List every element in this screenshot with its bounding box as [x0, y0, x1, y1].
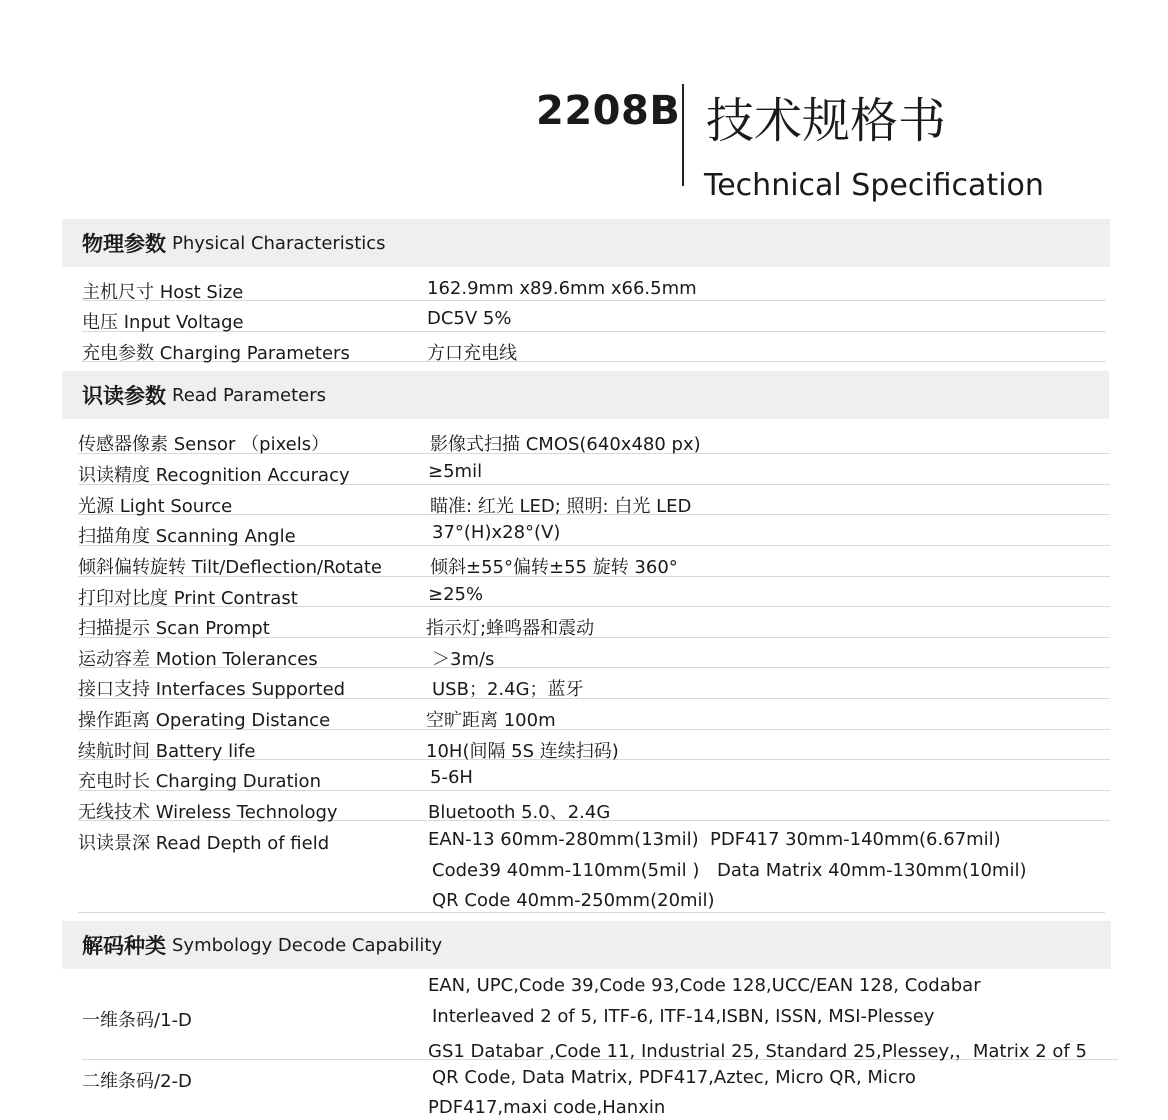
spec-value: 162.9mm x89.6mm x66.5mm: [427, 278, 697, 299]
spec-value: 方口充电线: [427, 343, 517, 364]
spec-label: 续航时间 Battery life: [78, 741, 256, 762]
spec-label: 接口支持 Interfaces Supported: [78, 679, 346, 700]
depth-line: QR Code 40mm-250mm(20mil): [432, 890, 715, 911]
spec-row: [78, 645, 1110, 668]
spec-row: [82, 308, 1106, 332]
spec-row: [78, 430, 1110, 454]
title-divider: [682, 84, 684, 186]
spec-label: 充电时长 Charging Duration: [78, 771, 321, 792]
spec-label: 充电参数 Charging Parameters: [82, 343, 350, 364]
section-heading-en: Symbology Decode Capability: [172, 934, 443, 956]
depth-line: Data Matrix 40mm-130mm(10mil): [717, 860, 1027, 881]
spec-label: 一维条码/1-D: [82, 1010, 192, 1031]
spec-label: 打印对比度 Print Contrast: [78, 588, 298, 609]
spec-label: 扫描提示 Scan Prompt: [78, 618, 270, 639]
symbology-line: EAN, UPC,Code 39,Code 93,Code 128,UCC/EAN 128, Codabar: [428, 975, 981, 996]
spec-value: 瞄准: 红光 LED; 照明: 白光 LED: [430, 496, 692, 517]
spec-row: [78, 584, 1110, 607]
spec-label: 扫描角度 Scanning Angle: [78, 526, 296, 547]
spec-row: [78, 798, 1110, 821]
section-physical-heading: [62, 219, 1110, 267]
spec-value: ≥25%: [428, 584, 484, 605]
section-heading-en: Read Parameters: [172, 384, 326, 406]
depth-line: PDF417 30mm-140mm(6.67mil): [710, 829, 1001, 850]
spec-row: [82, 339, 1106, 362]
spec-value: 空旷距离 100m: [426, 710, 556, 731]
spec-value: USB；2.4G；蓝牙: [432, 679, 584, 700]
symbology-line: Interleaved 2 of 5, ITF-6, ITF-14,ISBN, ISSN, MSI-Plessey: [432, 1006, 935, 1027]
spec-value: 37°(H)x28°(V): [432, 522, 561, 543]
spec-label: 操作距离 Operating Distance: [78, 710, 331, 731]
spec-value: 指示灯;蜂鸣器和震动: [426, 618, 595, 639]
symbology-line: QR Code, Data Matrix, PDF417,Aztec, Micro QR, Micro: [432, 1067, 916, 1088]
spec-label: 倾斜偏转旋转 Tilt/Deflection/Rotate: [78, 557, 383, 578]
spec-value: 影像式扫描 CMOS(640x480 px): [430, 434, 701, 455]
spec-label: 识读景深 Read Depth of field: [78, 833, 330, 854]
section-read-heading: [62, 371, 1109, 419]
spec-row: [82, 278, 1106, 301]
spec-label: 运动容差 Motion Tolerances: [78, 649, 318, 670]
spec-row: [78, 675, 1110, 699]
spec-value: DC5V 5%: [427, 308, 512, 329]
section-symbology-heading: [62, 921, 1111, 969]
spec-row: [78, 614, 1110, 638]
model-number: 2208B: [536, 88, 681, 134]
section-heading-cn: 解码种类: [82, 934, 166, 958]
spec-label: 光源 Light Source: [78, 496, 233, 517]
spec-label: 传感器像素 Sensor （pixels）: [78, 434, 330, 455]
spec-row: [78, 492, 1110, 515]
symbology-line: GS1 Databar ,Code 11, Industrial 25, Standard 25,Plessey,，Matrix 2 of 5: [428, 1041, 1087, 1062]
document-header: [0, 0, 1168, 215]
title-chinese: 技术规格书: [706, 93, 947, 149]
symbology-line: PDF417,maxi code,Hanxin: [428, 1097, 666, 1118]
depth-line: Code39 40mm-110mm(5mil ): [432, 860, 700, 881]
spec-value: Bluetooth 5.0、2.4G: [428, 802, 611, 823]
spec-value: 倾斜±55°偏转±55 旋转 360°: [430, 557, 678, 578]
spec-label: 电压 Input Voltage: [82, 312, 244, 333]
spec-value: ≥5mil: [428, 461, 483, 482]
spec-label: 主机尺寸 Host Size: [82, 282, 244, 303]
spec-row: [78, 767, 1110, 791]
spec-row: [78, 461, 1110, 485]
section-heading-cn: 识读参数: [82, 384, 166, 408]
depth-line: EAN-13 60mm-280mm(13mil): [428, 829, 699, 850]
spec-value: 10H(间隔 5S 连续扫码): [426, 741, 619, 762]
section-heading-en: Physical Characteristics: [172, 232, 386, 254]
spec-label: 无线技术 Wireless Technology: [78, 802, 338, 823]
spec-value: 5-6H: [430, 767, 473, 788]
spec-label: 识读精度 Recognition Accuracy: [78, 465, 350, 486]
spec-label: 二维条码/2-D: [82, 1071, 192, 1092]
title-english: Technical Specification: [704, 168, 1044, 203]
spec-row: [78, 706, 1110, 730]
spec-value: ＞3m/s: [432, 649, 495, 670]
spec-row: [78, 553, 1110, 577]
spec-row: [78, 737, 1110, 760]
spec-row: [78, 522, 1110, 546]
section-heading-cn: 物理参数: [82, 232, 166, 256]
